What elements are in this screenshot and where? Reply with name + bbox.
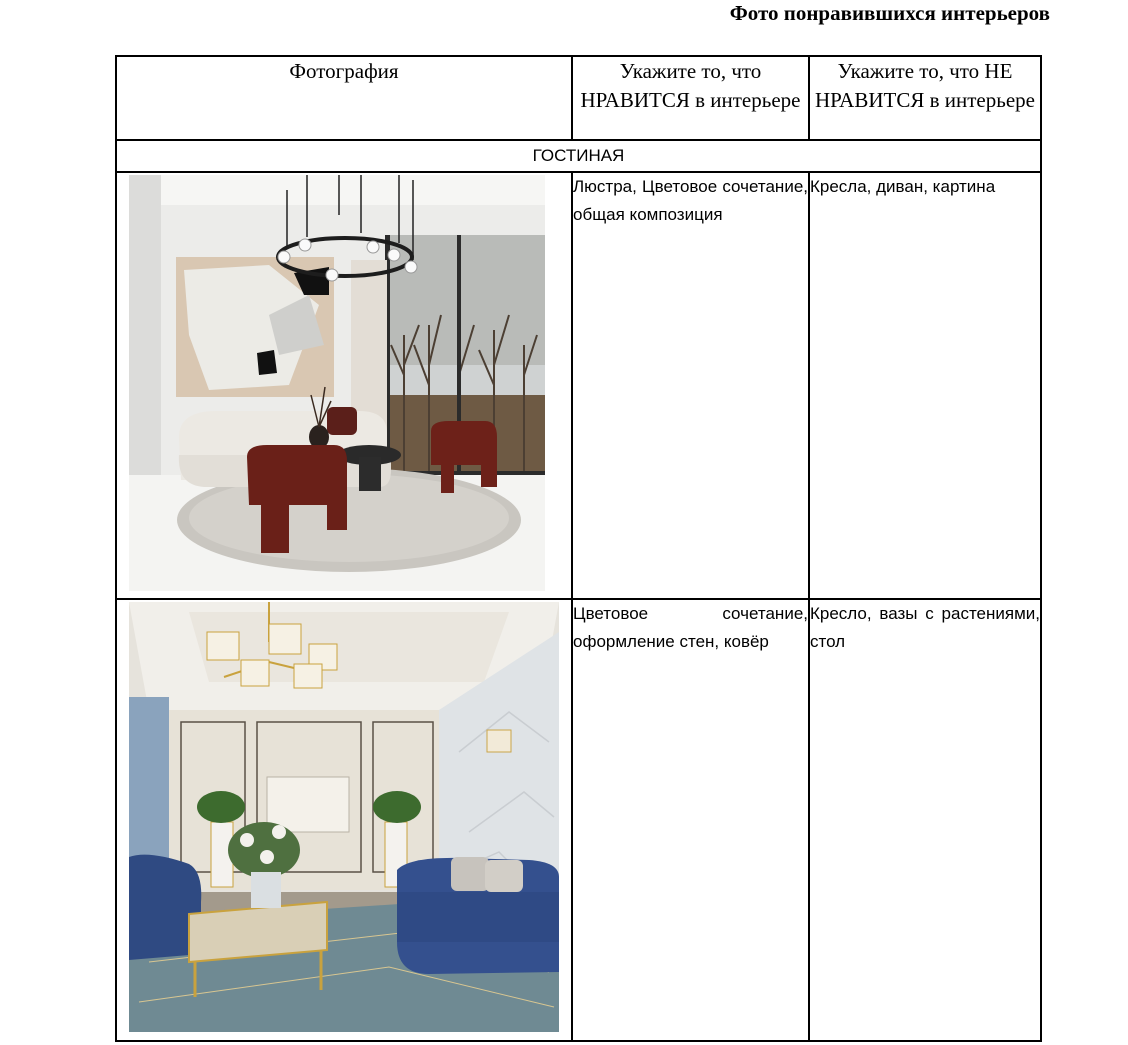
likes-cell: Люстра, Цветовое сочетание, общая композиция (572, 172, 809, 599)
section-title: ГОСТИНАЯ (116, 140, 1041, 172)
likes-cell: Цветовое сочетание, оформление стен, ковёр (572, 599, 809, 1041)
section-row (116, 140, 1041, 172)
header-photo: Фотография (116, 56, 572, 140)
table-header-row (116, 56, 1041, 140)
table-row (116, 172, 1041, 599)
dislikes-cell: Кресло, вазы с растениями, стол (809, 599, 1041, 1041)
header-dislikes: Укажите то, что НЕ НРАВИТСЯ в интерьере (809, 56, 1041, 140)
living-room-modern-photo (129, 175, 571, 591)
table-row (116, 599, 1041, 1041)
interiors-table (115, 55, 1042, 1042)
dislikes-cell: Кресла, диван, картина (809, 172, 1041, 599)
header-likes: Укажите то, что НРАВИТСЯ в интерьере (572, 56, 809, 140)
page-title: Фото понравившихся интерьеров (729, 1, 1050, 25)
living-room-classic-photo (129, 602, 571, 1032)
